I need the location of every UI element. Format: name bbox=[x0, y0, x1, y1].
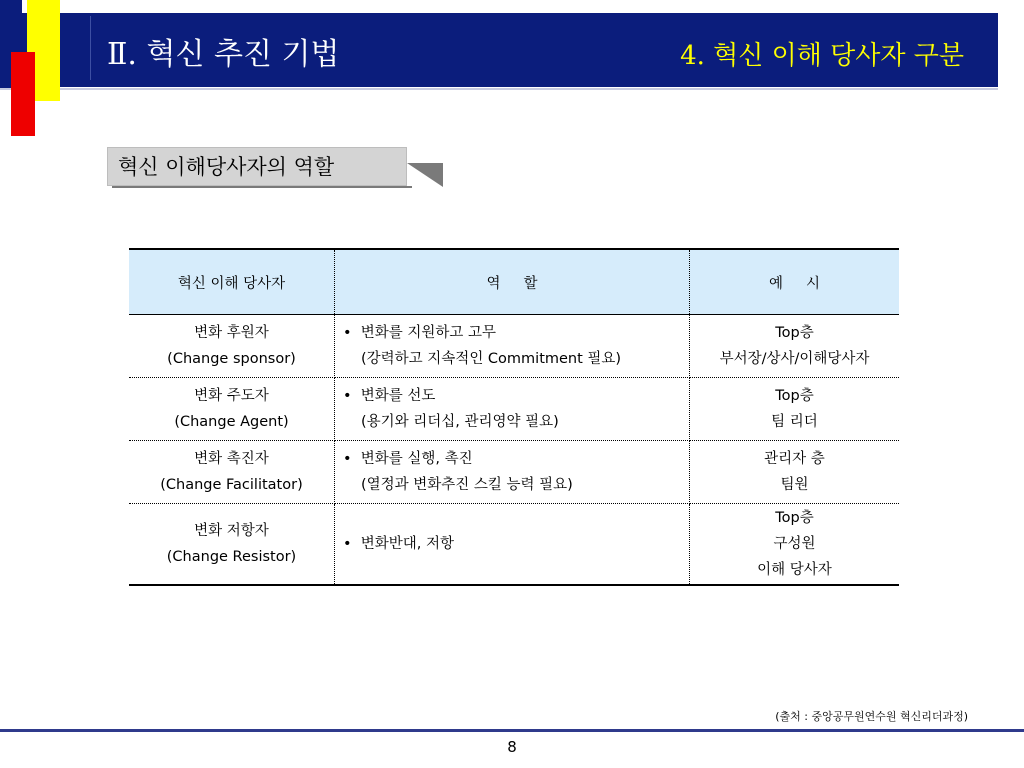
stakeholder-cell bbox=[129, 441, 335, 504]
role-cell bbox=[335, 441, 690, 504]
role-cell bbox=[335, 378, 690, 441]
example-item: 팀원 bbox=[780, 477, 809, 493]
stakeholder-cell bbox=[129, 315, 335, 378]
role-detail: (용기와 리더십, 관리영약 필요) bbox=[361, 414, 559, 430]
table-row bbox=[129, 378, 899, 441]
stakeholder-name-en: (Change sponsor) bbox=[167, 351, 296, 367]
example-item: 구성원 bbox=[773, 536, 816, 552]
label-shadow-bar bbox=[112, 186, 412, 188]
header-underline bbox=[0, 88, 998, 90]
role-detail: (열정과 변화추진 스킬 능력 필요) bbox=[361, 477, 573, 493]
role-text: • 변화를 지원하고 고무 bbox=[343, 325, 497, 341]
example-item: Top층 bbox=[775, 325, 814, 341]
role-text: • 변화를 실행, 촉진 bbox=[343, 451, 473, 467]
footer-line bbox=[0, 729, 1024, 732]
stakeholder-table bbox=[129, 248, 899, 586]
example-cell bbox=[690, 441, 900, 504]
example-item: 팀 리더 bbox=[771, 414, 818, 430]
column-header-role: 역 할 bbox=[335, 249, 690, 315]
stakeholder-name-en: (Change Resistor) bbox=[166, 549, 297, 565]
role-text: • 변화반대, 저항 bbox=[343, 536, 455, 552]
stakeholder-cell bbox=[129, 504, 335, 586]
role-cell bbox=[335, 504, 690, 586]
example-item: 관리자 층 bbox=[764, 451, 825, 467]
header-divider bbox=[90, 16, 91, 80]
stakeholder-name: 변화 저항자 bbox=[194, 523, 269, 539]
stakeholder-name: 변화 후원자 bbox=[194, 325, 269, 341]
section-label: 혁신 이해당사자의 역할 bbox=[118, 155, 335, 179]
example-item: Top층 bbox=[775, 388, 814, 404]
stakeholder-name: 변화 주도자 bbox=[194, 388, 269, 404]
label-shadow-triangle bbox=[407, 163, 443, 187]
table-row bbox=[129, 315, 899, 378]
role-cell bbox=[335, 315, 690, 378]
table-header-row bbox=[129, 249, 899, 315]
stakeholder-name-en: (Change Agent) bbox=[174, 414, 289, 430]
stakeholder-cell bbox=[129, 378, 335, 441]
example-item: 이해 당사자 bbox=[757, 562, 832, 578]
role-detail: (강력하고 지속적인 Commitment 필요) bbox=[361, 351, 622, 367]
role-text: • 변화를 선도 bbox=[343, 388, 436, 404]
stakeholder-name-en: (Change Facilitator) bbox=[160, 477, 303, 493]
page-title: Ⅱ. 혁신 추진 기법 bbox=[107, 37, 340, 72]
source-note: (출처 : 중앙공무원연수원 혁신리더과정) bbox=[775, 710, 968, 723]
example-item: Top층 bbox=[775, 510, 814, 526]
column-header-stakeholder: 혁신 이해 당사자 bbox=[129, 249, 335, 315]
example-cell bbox=[690, 378, 900, 441]
decoration-red-bar bbox=[11, 52, 35, 136]
example-item: 부서장/상사/이해당사자 bbox=[719, 351, 870, 367]
column-header-example: 예 시 bbox=[690, 249, 900, 315]
table-row bbox=[129, 504, 899, 586]
page-number: 8 bbox=[507, 738, 517, 756]
stakeholder-name: 변화 촉진자 bbox=[194, 451, 269, 467]
example-cell bbox=[690, 504, 900, 586]
table-row bbox=[129, 441, 899, 504]
page-subtitle: 4. 혁신 이해 당사자 구분 bbox=[680, 41, 964, 71]
example-cell bbox=[690, 315, 900, 378]
